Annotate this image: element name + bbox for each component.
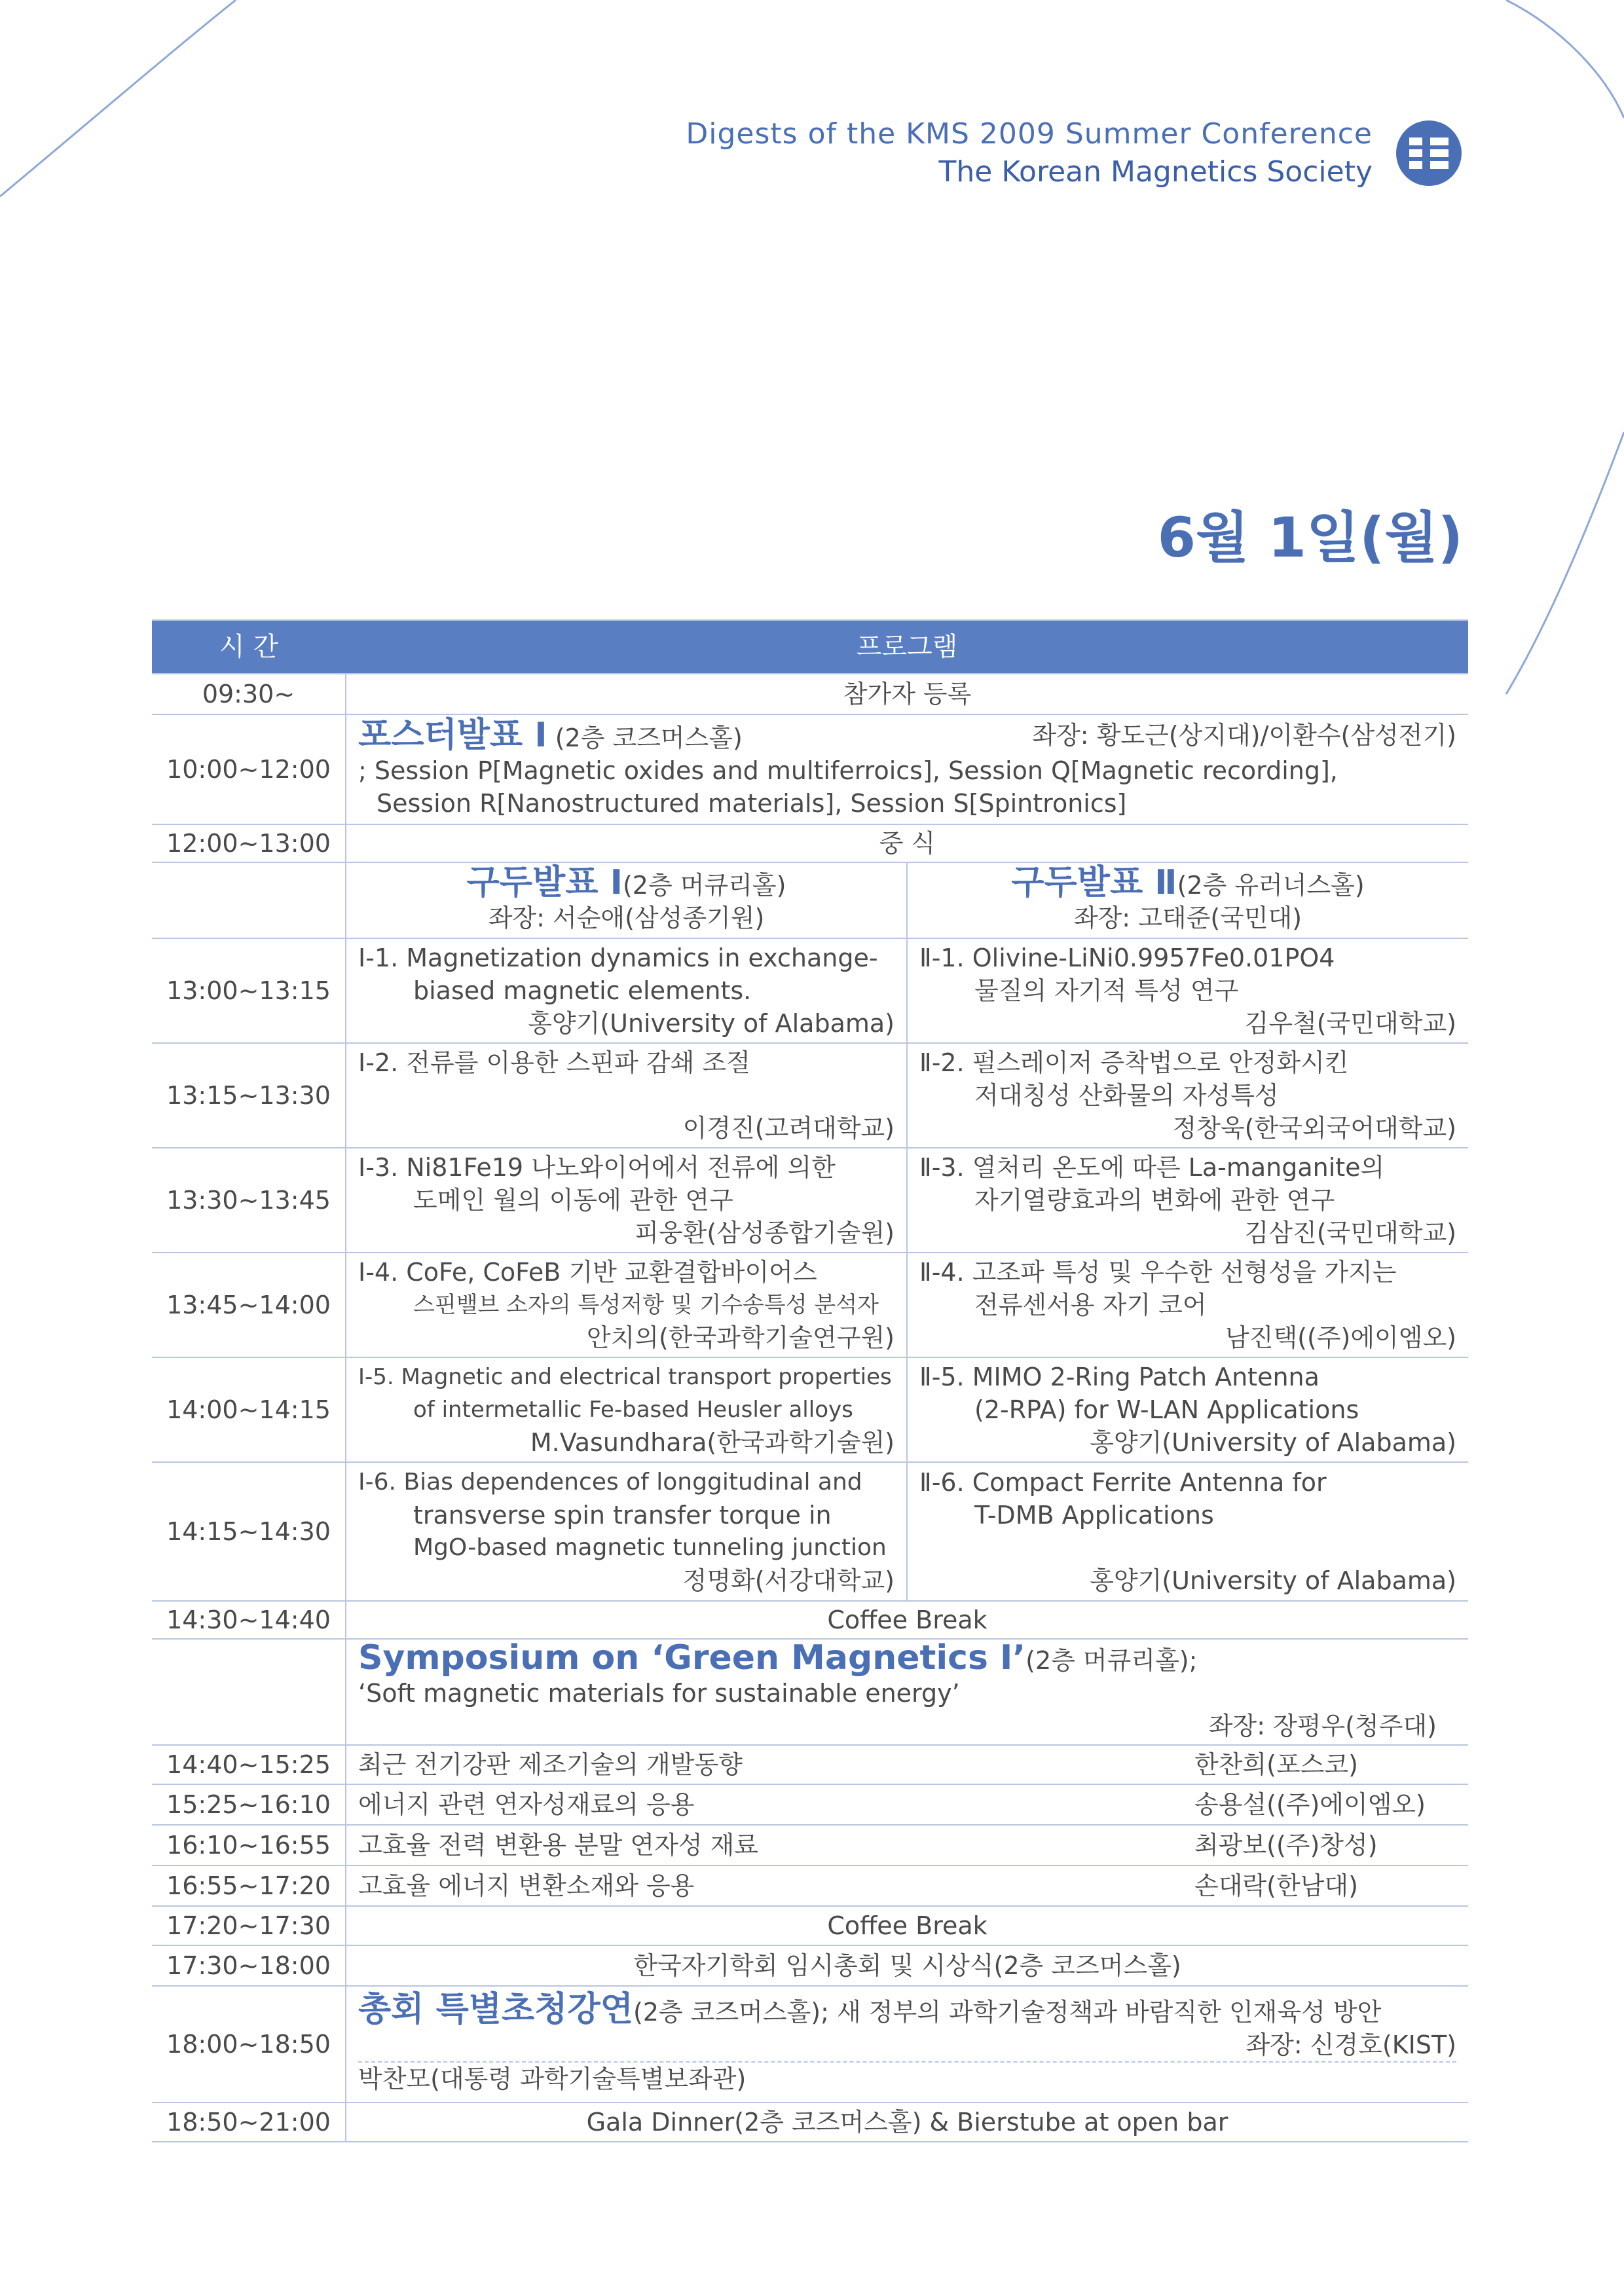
talk-cell: Ⅱ-5. MIMO 2-Ring Patch Antenna (2-RPA) for W-LAN Applications 홍양기(University of Alabama) [907, 1357, 1468, 1462]
table-row [152, 1865, 1468, 1906]
table-row [152, 714, 1468, 824]
talk-cell: Ⅱ-2. 펄스레이저 증착법으로 안정화시킨 저대칭성 산화물의 자성특성 정창욱(한국외국어대학교) [907, 1043, 1468, 1148]
oral2-venue: (2층 유러너스홀) [1177, 871, 1365, 900]
table-row [152, 674, 1468, 714]
talk-cell: Ⅱ-6. Compact Ferrite Antenna for T-DMB Applications 홍양기(University of Alabama) [907, 1462, 1468, 1601]
talk-title: 고효율 전력 변환용 분말 연자성 재료 [358, 1831, 759, 1860]
talk-cell: Ⅰ-4. CoFe, CoFeB 기반 교환결합바이어스 스핀밸브 소자의 특성저항 및 기수송특성 분석자 안치의(한국과학기술연구원) [346, 1253, 907, 1357]
talk-cell: Ⅰ-1. Magnetization dynamics in exchange- biased magnetic elements. 홍양기(University of Alabama) [346, 938, 907, 1043]
time-cell: 09:30~ [152, 674, 346, 714]
table-row [152, 1825, 1468, 1865]
time-cell: 13:45~14:00 [152, 1253, 346, 1357]
oral1-title: 구두발표 Ⅰ [466, 863, 623, 902]
poster-venue: (2층 코즈머스홀) [555, 724, 743, 752]
time-cell: 10:00~12:00 [152, 714, 346, 824]
time-cell: 14:00~14:15 [152, 1357, 346, 1462]
table-row [152, 1253, 1468, 1357]
program-cell: 중 식 [346, 824, 1468, 862]
conference-header [686, 115, 1373, 191]
time-cell: 14:15~14:30 [152, 1462, 346, 1601]
talk-cell: Ⅰ-6. Bias dependences of longgitudinal and transverse spin transfer torque in MgO-based magnetic tunneling junction 정명화(서강대학교) [346, 1462, 907, 1601]
symposium-header-cell [346, 1639, 1468, 1745]
poster-line3: Session R[Nanostructured materials], Session S[Spintronics] [377, 789, 1127, 818]
talk-title: 고효율 에너지 변환소재와 응용 [358, 1871, 695, 1900]
time-cell: 13:00~13:15 [152, 938, 346, 1043]
plenary-speaker: 박찬모(대통령 과학기술특별보좌관) [358, 2065, 747, 2093]
talk-title: 최근 전기강판 제조기술의 개발동향 [358, 1750, 743, 1779]
time-cell: 14:30~14:40 [152, 1601, 346, 1639]
talk-cell: Ⅰ-2. 전류를 이용한 스핀파 감쇄 조절 이경진(고려대학교) [346, 1043, 907, 1148]
time-cell: 18:50~21:00 [152, 2102, 346, 2142]
header-line1: Digests of the KMS 2009 Summer Conference [686, 117, 1373, 151]
speaker: 송용설((주)에이엠오) [1194, 1790, 1426, 1819]
program-cell: 한국자기학회 임시총회 및 시상식(2층 코즈머스홀) [346, 1945, 1468, 1986]
time-cell: 14:40~15:25 [152, 1745, 346, 1784]
poster-session-cell [346, 714, 1468, 824]
table-row [152, 1906, 1468, 1945]
date-title: 6월 1일(월) [1157, 505, 1463, 570]
symposium-title: Symposium on ‘Green Magnetics Ⅰ’ [358, 1638, 1026, 1678]
talk-title: 에너지 관련 연자성재료의 응용 [358, 1790, 695, 1819]
talk-cell: Ⅱ-1. Olivine-LiNi0.9957Fe0.01PO4 물질의 자기적 특성 연구 김우철(국민대학교) [907, 938, 1468, 1043]
table-row [152, 824, 1468, 862]
table-row [152, 1639, 1468, 1745]
poster-line2: ; Session P[Magnetic oxides and multiferroics], Session Q[Magnetic recording], [358, 756, 1338, 785]
oral1-chair: 좌장: 서순애(삼성종기원) [488, 904, 765, 932]
plenary-topic: (2층 코즈머스홀); 새 정부의 과학기술정책과 바람직한 인재육성 방안 [633, 1998, 1382, 2027]
time-cell: 15:25~16:10 [152, 1784, 346, 1825]
speaker: 한찬희(포스코) [1194, 1750, 1358, 1779]
speaker: 손대락(한남대) [1194, 1871, 1358, 1900]
table-row [152, 1986, 1468, 2102]
time-cell: 13:30~13:45 [152, 1148, 346, 1253]
talk-cell: Ⅰ-5. Magnetic and electrical transport properties of intermetallic Fe-based Heusler alloys M.Vasundhara(한국과학기술원) [346, 1357, 907, 1462]
plenary-cell [346, 1986, 1468, 2102]
time-cell: 16:55~17:20 [152, 1865, 346, 1906]
program-cell: Gala Dinner(2층 코즈머스홀) & Bierstube at open bar [346, 2102, 1468, 2142]
table-row [152, 1043, 1468, 1148]
program-cell: Coffee Break [346, 1601, 1468, 1639]
talk-cell: Ⅱ-3. 열처리 온도에 따른 La-manganite의 자기열량효과의 변화에 관한 연구 김삼진(국민대학교) [907, 1148, 1468, 1253]
header-line2: The Korean Magnetics Society [938, 155, 1373, 189]
oral-session-2-header [907, 862, 1468, 938]
oral2-chair: 좌장: 고태준(국민대) [1073, 904, 1302, 932]
time-cell: 18:00~18:50 [152, 1986, 346, 2102]
symposium-subtitle: ‘Soft magnetic materials for sustainable energy’ [358, 1679, 960, 1708]
poster-chair: 좌장: 황도근(상지대)/이환수(삼성전기) [1032, 721, 1456, 750]
table-row [152, 1784, 1468, 1825]
time-cell: 16:10~16:55 [152, 1825, 346, 1865]
table-row [152, 938, 1468, 1043]
talk-cell: Ⅱ-4. 고조파 특성 및 우수한 선형성을 가지는 전류센서용 자기 코어 남진택((주)에이엠오) [907, 1253, 1468, 1357]
table-row [152, 1945, 1468, 1986]
program-cell: 참가자 등록 [346, 674, 1468, 714]
time-cell: 17:30~18:00 [152, 1945, 346, 1986]
speaker: 최광보((주)창성) [1194, 1831, 1378, 1860]
column-header-program: 프로그램 [346, 620, 1468, 674]
time-cell: 12:00~13:00 [152, 824, 346, 862]
oral1-venue: (2층 머큐리홀) [622, 871, 786, 900]
table-row [152, 1148, 1468, 1253]
time-cell: 17:20~17:30 [152, 1906, 346, 1945]
table-row [152, 1462, 1468, 1601]
plenary-title: 총회 특별초청강연 [358, 1990, 633, 2029]
table-row [152, 1745, 1468, 1784]
table-row [152, 1357, 1468, 1462]
column-header-time: 시 간 [152, 620, 346, 674]
table-row [152, 862, 1468, 938]
program-cell: Coffee Break [346, 1906, 1468, 1945]
poster-title: 포스터발표 Ⅰ [358, 716, 547, 755]
kms-logo-icon [1393, 118, 1464, 189]
table-row [152, 1601, 1468, 1639]
oral2-title: 구두발표 Ⅱ [1011, 863, 1177, 902]
plenary-chair: 좌장: 신경호(KIST) [358, 2029, 1456, 2063]
symposium-venue: (2층 머큐리홀); [1025, 1646, 1198, 1675]
table-row [152, 2102, 1468, 2142]
oral-session-1-header [346, 862, 907, 938]
program-table [152, 619, 1468, 2142]
time-cell: 13:15~13:30 [152, 1043, 346, 1148]
symposium-chair: 좌장: 장평우(청주대) [1208, 1712, 1437, 1740]
talk-cell: Ⅰ-3. Ni81Fe19 나노와이어에서 전류에 의한 도메인 월의 이동에 관한 연구 피웅환(삼성종합기술원) [346, 1148, 907, 1253]
